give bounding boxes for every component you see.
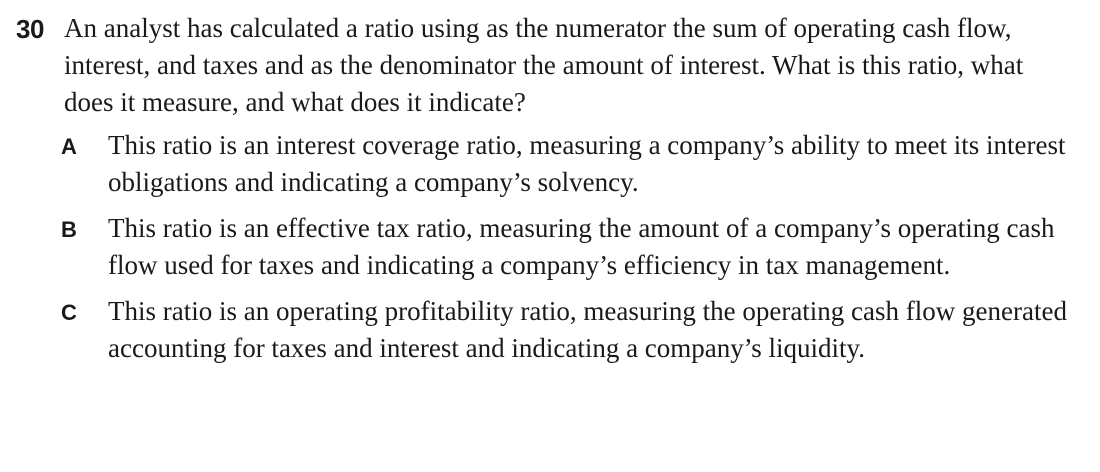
answer-options [0, 127, 1100, 376]
question-stem: An analyst has calculated a ratio using as the numerator the sum of operating cash flow, interest, and taxes and as the denominator the amount of interest. What is this ratio, what does it measure, and what does it indicate? [64, 13, 1024, 117]
answer-option-b[interactable] [0, 210, 1100, 283]
option-letter: A [61, 134, 77, 159]
option-letter: C [61, 300, 77, 325]
option-text: This ratio is an operating profitability ratio, measuring the operating cash flow generated accounting for taxes and interest and indicating a company’s liquidity. [108, 296, 1067, 363]
answer-option-a[interactable] [0, 127, 1100, 200]
option-text: This ratio is an interest coverage ratio, measuring a company’s ability to meet its interest obligations and indicating a company’s solvency. [108, 130, 1066, 197]
answer-option-c[interactable] [0, 293, 1100, 366]
question-number: 30 [16, 14, 44, 44]
option-text: This ratio is an effective tax ratio, measuring the amount of a company’s operating cash flow used for taxes and indicating a company’s efficiency in tax management. [108, 213, 1055, 280]
option-letter: B [61, 217, 77, 242]
